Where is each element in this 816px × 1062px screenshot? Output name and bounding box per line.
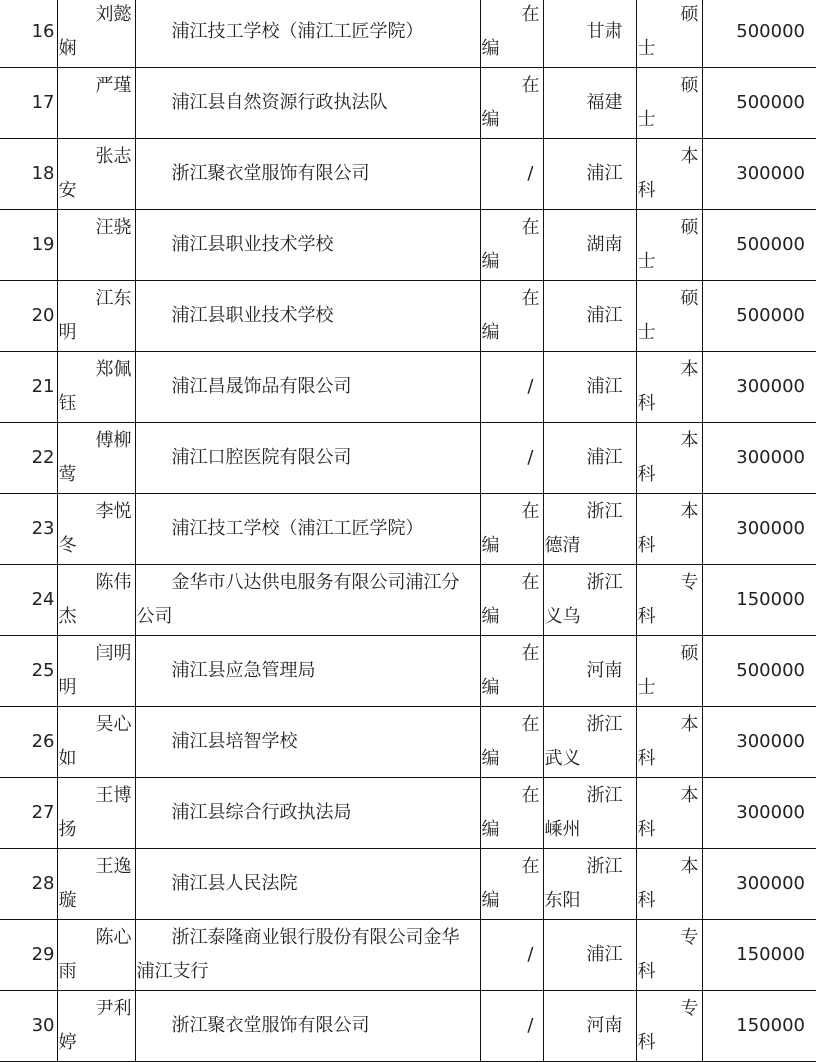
unit-name: 浦江县职业技术学校 — [171, 234, 334, 255]
name-part-1: 王逸 — [95, 856, 132, 877]
amount-cell — [702, 281, 816, 352]
name-part-1: 陈心 — [95, 927, 132, 948]
education-part-1: 本 — [680, 501, 699, 522]
education-cell — [636, 565, 702, 636]
row-number: 24 — [31, 589, 55, 610]
origin-cell — [543, 0, 636, 68]
row-number-cell — [0, 423, 57, 494]
amount-value: 300000 — [736, 163, 805, 184]
row-number-cell — [0, 849, 57, 920]
amount-value: 150000 — [736, 1015, 805, 1036]
unit-line-1: 浙江泰隆商业银行股份有限公司金华 — [171, 927, 460, 948]
row-number-cell — [0, 707, 57, 778]
unit-name: 浦江县人民法院 — [171, 873, 298, 894]
amount-cell — [702, 707, 816, 778]
amount-value: 300000 — [736, 518, 805, 539]
table-row — [0, 210, 816, 281]
amount-value: 500000 — [736, 234, 805, 255]
unit-cell — [135, 0, 480, 68]
status-cell — [480, 707, 543, 778]
amount-value: 300000 — [736, 802, 805, 823]
origin-cell — [543, 281, 636, 352]
name-part-2: 明 — [58, 322, 77, 343]
name-part-2: 杰 — [58, 606, 77, 627]
status-cell — [480, 849, 543, 920]
education-cell — [636, 707, 702, 778]
education-part-2: 科 — [637, 535, 656, 556]
education-part-1: 硕 — [680, 4, 699, 25]
unit-name: 浦江县自然资源行政执法队 — [171, 92, 388, 113]
amount-cell — [702, 778, 816, 849]
status-part-2: 编 — [481, 251, 500, 272]
education-cell — [636, 920, 702, 991]
amount-cell — [702, 423, 816, 494]
origin-place: 浦江 — [586, 163, 623, 184]
education-part-1: 硕 — [680, 288, 699, 309]
table-row — [0, 991, 816, 1062]
unit-name: 浦江县培智学校 — [171, 731, 298, 752]
status-part-1: 在 — [521, 856, 540, 877]
amount-value: 500000 — [736, 21, 805, 42]
row-number: 30 — [31, 1015, 55, 1036]
status-cell — [480, 281, 543, 352]
status-cell — [480, 920, 543, 991]
status-slash: / — [527, 376, 534, 397]
unit-cell — [135, 210, 480, 281]
status-cell — [480, 0, 543, 68]
status-part-2: 编 — [481, 748, 500, 769]
amount-value: 300000 — [736, 873, 805, 894]
amount-cell — [702, 494, 816, 565]
name-part-1: 尹利 — [95, 998, 132, 1019]
amount-cell — [702, 849, 816, 920]
unit-line-1: 金华市八达供电服务有限公司浦江分 — [171, 572, 460, 593]
status-part-2: 编 — [481, 38, 500, 59]
origin-cell — [543, 778, 636, 849]
status-part-1: 在 — [521, 714, 540, 735]
name-part-1: 吴心 — [95, 714, 132, 735]
name-part-2: 如 — [58, 748, 77, 769]
row-number: 28 — [31, 873, 55, 894]
table-row — [0, 920, 816, 991]
status-part-1: 在 — [521, 572, 540, 593]
row-number-cell — [0, 0, 57, 68]
name-cell — [57, 636, 135, 707]
origin-cell — [543, 849, 636, 920]
amount-cell — [702, 920, 816, 991]
amount-value: 500000 — [736, 660, 805, 681]
education-part-2: 士 — [637, 251, 656, 272]
unit-cell — [135, 991, 480, 1062]
status-cell — [480, 139, 543, 210]
status-part-2: 编 — [481, 322, 500, 343]
education-cell — [636, 423, 702, 494]
unit-cell — [135, 565, 480, 636]
amount-value: 300000 — [736, 376, 805, 397]
name-part-2: 钰 — [58, 393, 77, 414]
row-number-cell — [0, 920, 57, 991]
table-row — [0, 494, 816, 565]
status-cell — [480, 352, 543, 423]
origin-cell — [543, 352, 636, 423]
amount-value: 300000 — [736, 731, 805, 752]
name-part-2: 安 — [58, 180, 77, 201]
education-cell — [636, 210, 702, 281]
unit-name: 浙江聚衣堂服饰有限公司 — [171, 1015, 370, 1036]
education-part-1: 硕 — [680, 217, 699, 238]
amount-value: 150000 — [736, 589, 805, 610]
origin-cell — [543, 210, 636, 281]
education-cell — [636, 0, 702, 68]
row-number: 21 — [31, 376, 55, 397]
unit-name: 浙江聚衣堂服饰有限公司 — [171, 163, 370, 184]
origin-cell — [543, 920, 636, 991]
status-part-1: 在 — [521, 785, 540, 806]
unit-cell — [135, 494, 480, 565]
name-cell — [57, 352, 135, 423]
amount-cell — [702, 210, 816, 281]
origin-cell — [543, 991, 636, 1062]
education-part-1: 硕 — [680, 75, 699, 96]
education-part-2: 科 — [637, 464, 656, 485]
unit-cell — [135, 778, 480, 849]
origin-place: 甘肃 — [586, 21, 623, 42]
row-number: 29 — [31, 944, 55, 965]
unit-cell — [135, 920, 480, 991]
name-part-1: 江东 — [95, 288, 132, 309]
education-part-1: 本 — [680, 146, 699, 167]
education-part-1: 本 — [680, 359, 699, 380]
education-cell — [636, 778, 702, 849]
education-cell — [636, 68, 702, 139]
name-cell — [57, 565, 135, 636]
origin-cell — [543, 139, 636, 210]
amount-cell — [702, 68, 816, 139]
name-part-2: 雨 — [58, 961, 77, 982]
origin-cell — [543, 565, 636, 636]
row-number: 27 — [31, 802, 55, 823]
unit-line-2: 浦江支行 — [136, 961, 209, 982]
status-part-2: 编 — [481, 677, 500, 698]
education-cell — [636, 139, 702, 210]
origin-province: 浙江 — [586, 785, 623, 806]
origin-city: 德清 — [544, 535, 581, 556]
education-cell — [636, 352, 702, 423]
education-part-1: 本 — [680, 714, 699, 735]
amount-cell — [702, 352, 816, 423]
education-part-2: 科 — [637, 890, 656, 911]
origin-city: 武义 — [544, 748, 581, 769]
name-cell — [57, 68, 135, 139]
name-part-2: 冬 — [58, 535, 77, 556]
name-cell — [57, 494, 135, 565]
unit-cell — [135, 423, 480, 494]
status-cell — [480, 68, 543, 139]
origin-place: 湖南 — [586, 234, 623, 255]
table-row — [0, 636, 816, 707]
education-part-1: 本 — [680, 785, 699, 806]
unit-name: 浦江口腔医院有限公司 — [171, 447, 352, 468]
status-cell — [480, 210, 543, 281]
unit-cell — [135, 636, 480, 707]
row-number-cell — [0, 139, 57, 210]
education-part-2: 科 — [637, 393, 656, 414]
status-part-1: 在 — [521, 217, 540, 238]
origin-city: 东阳 — [544, 890, 581, 911]
row-number-cell — [0, 281, 57, 352]
unit-name: 浦江技工学校（浦江工匠学院） — [171, 518, 424, 539]
education-cell — [636, 636, 702, 707]
row-number: 17 — [31, 92, 55, 113]
origin-cell — [543, 707, 636, 778]
unit-name: 浦江县职业技术学校 — [171, 305, 334, 326]
status-cell — [480, 565, 543, 636]
status-part-2: 编 — [481, 819, 500, 840]
status-part-2: 编 — [481, 109, 500, 130]
table-row — [0, 849, 816, 920]
unit-cell — [135, 707, 480, 778]
education-part-2: 科 — [637, 819, 656, 840]
name-part-2: 明 — [58, 677, 77, 698]
origin-place: 浦江 — [586, 305, 623, 326]
education-part-2: 科 — [637, 1032, 656, 1053]
education-part-1: 专 — [680, 572, 699, 593]
row-number: 23 — [31, 518, 55, 539]
row-number: 18 — [31, 163, 55, 184]
name-cell — [57, 849, 135, 920]
name-part-2: 莺 — [58, 464, 77, 485]
name-part-1: 汪骁 — [95, 217, 132, 238]
status-cell — [480, 778, 543, 849]
unit-cell — [135, 68, 480, 139]
amount-value: 500000 — [736, 305, 805, 326]
row-number: 19 — [31, 234, 55, 255]
row-number-cell — [0, 352, 57, 423]
row-number-cell — [0, 991, 57, 1062]
status-slash: / — [527, 1015, 534, 1036]
education-part-2: 士 — [637, 38, 656, 59]
origin-place: 河南 — [586, 1015, 623, 1036]
name-part-2: 璇 — [58, 890, 77, 911]
origin-place: 浦江 — [586, 447, 623, 468]
row-number-cell — [0, 636, 57, 707]
table-row — [0, 0, 816, 68]
row-number-cell — [0, 778, 57, 849]
education-cell — [636, 849, 702, 920]
unit-cell — [135, 352, 480, 423]
name-part-2: 扬 — [58, 819, 77, 840]
origin-cell — [543, 494, 636, 565]
origin-city: 嵊州 — [544, 819, 581, 840]
education-part-2: 科 — [637, 961, 656, 982]
table-row — [0, 281, 816, 352]
education-part-2: 科 — [637, 606, 656, 627]
status-part-1: 在 — [521, 288, 540, 309]
amount-cell — [702, 139, 816, 210]
status-slash: / — [527, 944, 534, 965]
unit-name: 浦江技工学校（浦江工匠学院） — [171, 21, 424, 42]
status-slash: / — [527, 447, 534, 468]
name-part-2: 婷 — [58, 1032, 77, 1053]
status-part-1: 在 — [521, 75, 540, 96]
row-number: 16 — [31, 21, 55, 42]
status-part-1: 在 — [521, 4, 540, 25]
name-cell — [57, 920, 135, 991]
unit-cell — [135, 849, 480, 920]
row-number: 22 — [31, 447, 55, 468]
amount-cell — [702, 991, 816, 1062]
name-part-1: 李悦 — [95, 501, 132, 522]
name-cell — [57, 707, 135, 778]
education-cell — [636, 991, 702, 1062]
name-part-1: 郑佩 — [95, 359, 132, 380]
status-part-1: 在 — [521, 643, 540, 664]
name-part-1: 王博 — [95, 785, 132, 806]
origin-city: 义乌 — [544, 606, 581, 627]
origin-place: 浦江 — [586, 376, 623, 397]
education-part-1: 硕 — [680, 643, 699, 664]
table-row — [0, 565, 816, 636]
origin-cell — [543, 423, 636, 494]
education-cell — [636, 494, 702, 565]
education-part-1: 本 — [680, 430, 699, 451]
name-part-1: 张志 — [95, 146, 132, 167]
row-number-cell — [0, 494, 57, 565]
name-part-1: 傅柳 — [95, 430, 132, 451]
origin-place: 浦江 — [586, 944, 623, 965]
education-part-1: 专 — [680, 998, 699, 1019]
table-row — [0, 778, 816, 849]
name-part-1: 严瑾 — [95, 75, 132, 96]
name-cell — [57, 139, 135, 210]
row-number-cell — [0, 68, 57, 139]
status-cell — [480, 423, 543, 494]
name-cell — [57, 210, 135, 281]
name-cell — [57, 423, 135, 494]
status-part-2: 编 — [481, 535, 500, 556]
origin-cell — [543, 68, 636, 139]
amount-value: 300000 — [736, 447, 805, 468]
row-number-cell — [0, 565, 57, 636]
row-number: 20 — [31, 305, 55, 326]
unit-cell — [135, 281, 480, 352]
education-part-2: 士 — [637, 322, 656, 343]
status-part-2: 编 — [481, 890, 500, 911]
amount-value: 500000 — [736, 92, 805, 113]
origin-province: 浙江 — [586, 714, 623, 735]
name-part-2: 娴 — [58, 38, 77, 59]
table-row — [0, 139, 816, 210]
row-number: 26 — [31, 731, 55, 752]
education-part-2: 科 — [637, 180, 656, 201]
table-row — [0, 707, 816, 778]
table-row — [0, 352, 816, 423]
row-number: 25 — [31, 660, 55, 681]
table-row — [0, 68, 816, 139]
table-row — [0, 423, 816, 494]
origin-place: 河南 — [586, 660, 623, 681]
row-number-cell — [0, 210, 57, 281]
status-part-2: 编 — [481, 606, 500, 627]
name-part-1: 陈伟 — [95, 572, 132, 593]
name-cell — [57, 281, 135, 352]
name-part-1: 闫明 — [95, 643, 132, 664]
name-cell — [57, 778, 135, 849]
name-cell — [57, 0, 135, 68]
name-part-1: 刘懿 — [95, 4, 132, 25]
status-slash: / — [527, 163, 534, 184]
status-cell — [480, 494, 543, 565]
origin-cell — [543, 636, 636, 707]
status-cell — [480, 991, 543, 1062]
education-part-2: 士 — [637, 109, 656, 130]
unit-cell — [135, 139, 480, 210]
education-part-1: 专 — [680, 927, 699, 948]
origin-province: 浙江 — [586, 501, 623, 522]
unit-name: 浦江昌晟饰品有限公司 — [171, 376, 352, 397]
unit-name: 浦江县综合行政执法局 — [171, 802, 352, 823]
origin-place: 福建 — [586, 92, 623, 113]
amount-cell — [702, 636, 816, 707]
name-cell — [57, 991, 135, 1062]
unit-line-2: 公司 — [136, 606, 173, 627]
amount-value: 150000 — [736, 944, 805, 965]
education-part-2: 科 — [637, 748, 656, 769]
education-cell — [636, 281, 702, 352]
origin-province: 浙江 — [586, 856, 623, 877]
status-cell — [480, 636, 543, 707]
amount-cell — [702, 0, 816, 68]
education-part-2: 士 — [637, 677, 656, 698]
origin-province: 浙江 — [586, 572, 623, 593]
unit-name: 浦江县应急管理局 — [171, 660, 316, 681]
amount-cell — [702, 565, 816, 636]
status-part-1: 在 — [521, 501, 540, 522]
education-part-1: 本 — [680, 856, 699, 877]
